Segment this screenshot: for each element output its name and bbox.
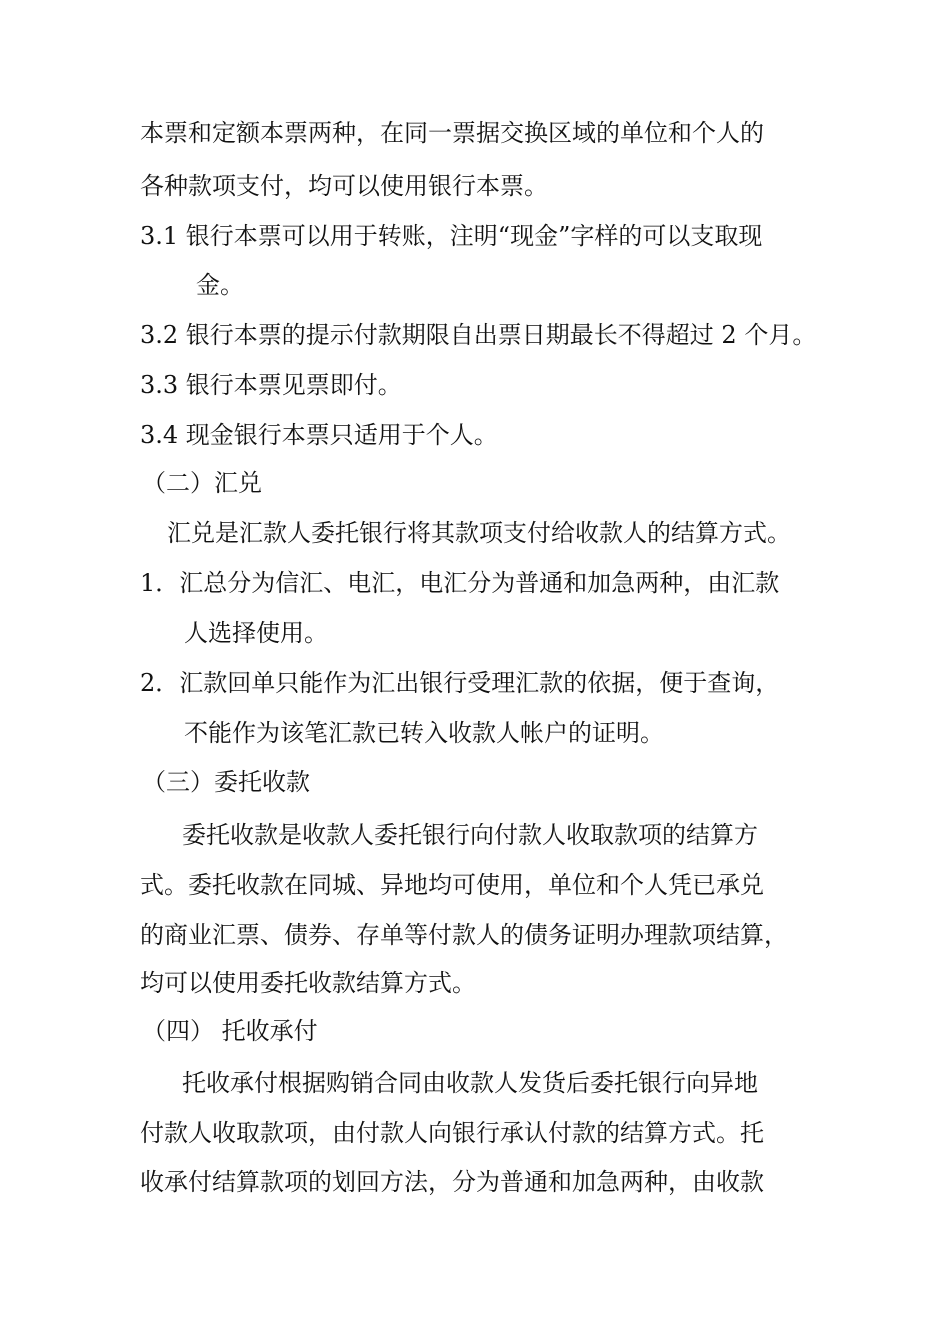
paragraph-line: 付款人收取款项，由付款人向银行承认付款的结算方式。托 bbox=[140, 1119, 764, 1147]
paragraph-line: 的商业汇票、债券、存单等付款人的债务证明办理款项结算， bbox=[140, 921, 788, 949]
list-item-continuation: 金。 bbox=[196, 271, 244, 299]
section-heading: （三）委托收款 bbox=[142, 768, 310, 796]
section-heading: （四） 托收承付 bbox=[142, 1017, 318, 1045]
list-item-3-4: 3.4 现金银行本票只适用于个人。 bbox=[140, 421, 498, 449]
paragraph-line: 式。委托收款在同城、异地均可使用，单位和个人凭已承兑 bbox=[140, 871, 764, 899]
list-item-3-1: 3.1 银行本票可以用于转账，注明“现金”字样的可以支取现 bbox=[140, 222, 763, 250]
paragraph-line: 各种款项支付，均可以使用银行本票。 bbox=[140, 172, 548, 200]
paragraph-line: 委托收款是收款人委托银行向付款人收取款项的结算方 bbox=[182, 821, 758, 849]
section-heading: （二）汇兑 bbox=[142, 469, 262, 497]
list-item-continuation: 不能作为该笔汇款已转入收款人帐户的证明。 bbox=[184, 719, 664, 747]
paragraph-line: 托收承付根据购销合同由收款人发货后委托银行向异地 bbox=[182, 1069, 758, 1097]
list-item-2: 2．汇款回单只能作为汇出银行受理汇款的依据，便于查询， bbox=[140, 669, 780, 697]
paragraph-line: 汇兑是汇款人委托银行将其款项支付给收款人的结算方式。 bbox=[167, 519, 791, 547]
list-item-continuation: 人选择使用。 bbox=[184, 619, 328, 647]
paragraph-line: 本票和定额本票两种，在同一票据交换区域的单位和个人的 bbox=[140, 119, 764, 147]
paragraph-line: 收承付结算款项的划回方法，分为普通和加急两种，由收款 bbox=[140, 1168, 764, 1196]
list-item-3-3: 3.3 银行本票见票即付。 bbox=[140, 371, 402, 399]
paragraph-line: 均可以使用委托收款结算方式。 bbox=[140, 969, 476, 997]
list-item-1: 1．汇总分为信汇、电汇，电汇分为普通和加急两种，由汇款 bbox=[140, 569, 780, 597]
list-item-3-2: 3.2 银行本票的提示付款期限自出票日期最长不得超过 2 个月。 bbox=[140, 321, 817, 349]
